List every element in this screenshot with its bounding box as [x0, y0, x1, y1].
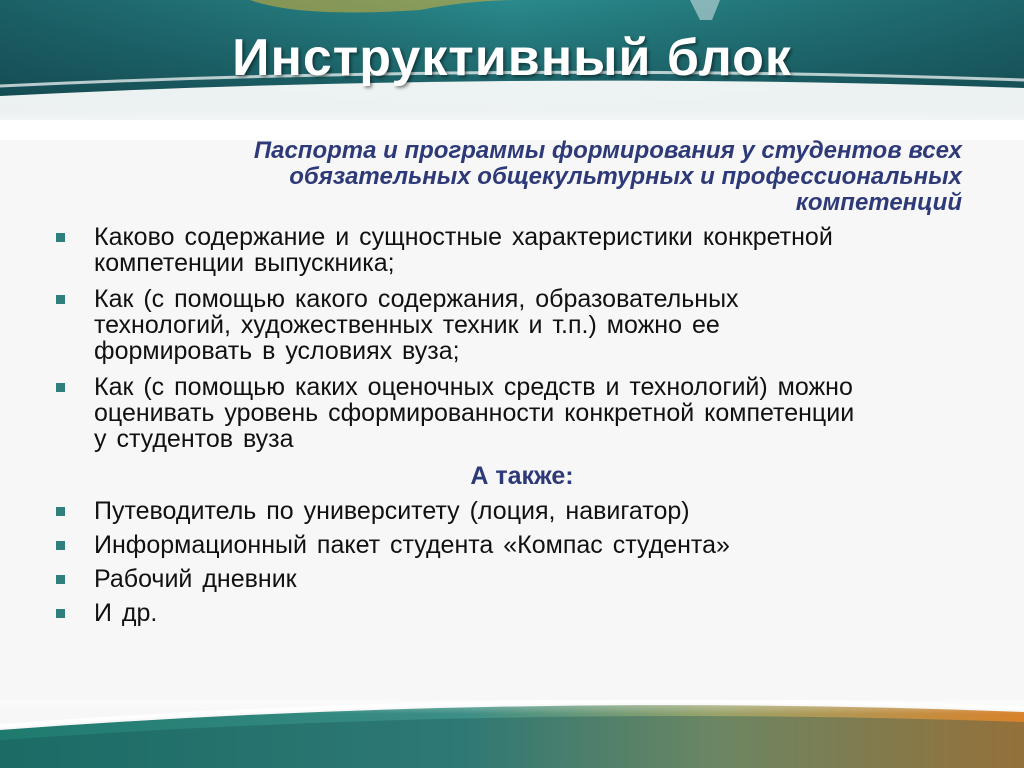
subtitle-line: компетенций [795, 189, 962, 216]
list-item-line: Как (с помощью какого содержания, образовательных [94, 285, 739, 313]
list-item-text: Путеводитель по университету (лоция, навигатор) [94, 497, 690, 525]
list-item-line: оценивать уровень сформированности конкретной компетенции [94, 399, 855, 427]
list-item-text: Информационный пакет студента «Компас студента» [94, 531, 730, 559]
bullet-list-also [0, 498, 1024, 634]
list-item-line: формировать в условиях вуза; [94, 337, 460, 365]
list-item-text: Рабочий дневник [94, 565, 297, 593]
list-item-line: у студентов вуза [94, 425, 294, 453]
list-item [0, 566, 1024, 592]
footer-wave [0, 700, 1024, 768]
bullet-square-icon [56, 609, 65, 618]
list-item-text [94, 286, 964, 364]
list-item-line: Как (с помощью каких оценочных средств и технологий) можно [94, 373, 853, 401]
list-item-line: технологий, художественных техник и т.п.) можно ее [94, 311, 720, 339]
list-item [0, 600, 1024, 626]
list-item [0, 532, 1024, 558]
list-item [0, 498, 1024, 524]
bullet-square-icon [56, 507, 65, 516]
list-item-text [94, 374, 964, 452]
bullet-square-icon [56, 383, 65, 392]
list-item-text [94, 224, 964, 276]
subtitle-line: обязательных общекультурных и профессиональных [289, 163, 962, 190]
subtitle [110, 138, 962, 216]
bullet-square-icon [56, 541, 65, 550]
list-item [0, 286, 1024, 364]
list-item [0, 224, 1024, 276]
also-heading: А также: [470, 462, 574, 490]
list-item [0, 374, 1024, 452]
subtitle-line: Паспорта и программы формирования у студентов всех [253, 137, 962, 164]
list-item-text: И др. [94, 599, 158, 627]
bullet-square-icon [56, 233, 65, 242]
list-item-line: Каково содержание и сущностные характеристики конкретной [94, 223, 833, 251]
slide-title: Инструктивный блок [232, 29, 792, 87]
footer-background [0, 700, 1024, 768]
bullet-square-icon [56, 575, 65, 584]
bullet-list-main [0, 224, 1024, 452]
bullet-square-icon [56, 295, 65, 304]
list-item-line: компетенции выпускника; [94, 249, 395, 277]
